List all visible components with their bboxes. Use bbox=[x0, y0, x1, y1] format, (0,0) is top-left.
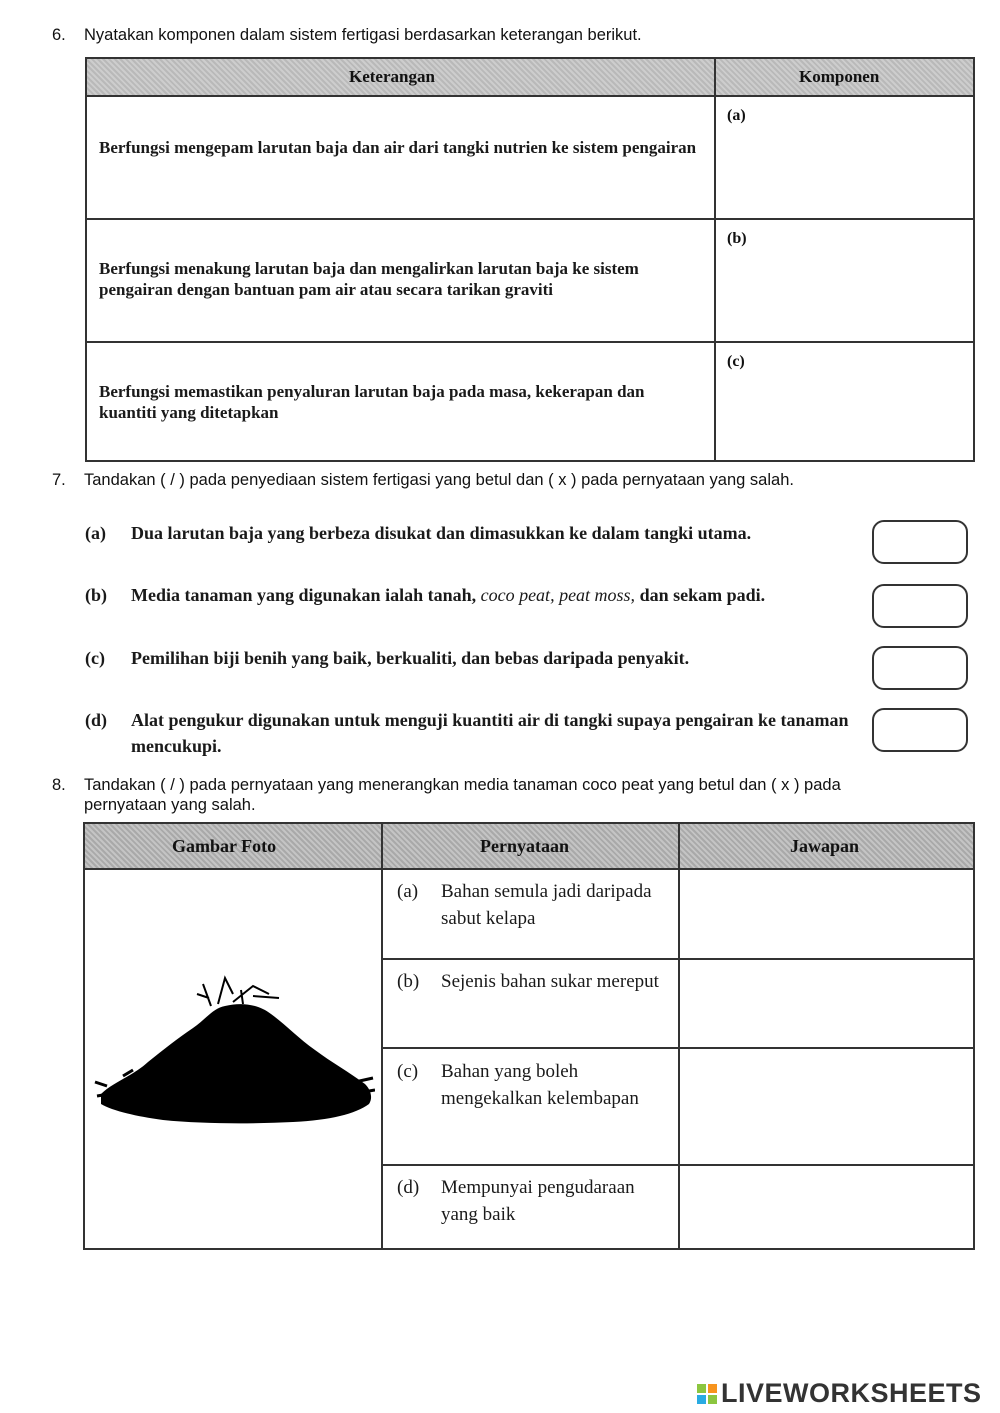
q8-answer-cell-b[interactable] bbox=[681, 960, 973, 1047]
q6-table bbox=[85, 57, 975, 462]
q8-statement-c-letter: (c) bbox=[397, 1061, 419, 1082]
liveworksheets-brand-text: LIVEWORKSHEETS bbox=[721, 1378, 982, 1408]
q8-table-header bbox=[85, 824, 973, 870]
q7-item-b-text-part2: dan sekam padi. bbox=[639, 585, 766, 605]
q8-statement-d-letter: (d) bbox=[397, 1177, 420, 1198]
liveworksheets-logo-icon bbox=[697, 1384, 717, 1404]
q6-row-b-label: (b) bbox=[727, 230, 747, 247]
q6-row-c-label: (c) bbox=[727, 353, 745, 370]
q8-column-divider bbox=[678, 824, 680, 1248]
q8-statement-a-text: Bahan semula jadi daripada sabut kelapa bbox=[441, 881, 652, 929]
q8-number: 8. bbox=[52, 776, 66, 794]
q6-number: 6. bbox=[52, 26, 66, 44]
q7-item-d-letter: (d) bbox=[85, 710, 107, 730]
q7-item-b-letter: (b) bbox=[85, 585, 107, 605]
q8-statement-a-letter: (a) bbox=[397, 881, 419, 902]
q6-text: Nyatakan komponen dalam sistem fertigasi berdasarkan keterangan berikut. bbox=[84, 26, 642, 44]
q7-answer-box-c[interactable] bbox=[872, 646, 968, 690]
q8-prompt-line2: pernyataan yang salah. bbox=[84, 796, 256, 814]
q7-item-b-text-part1: Media tanaman yang digunakan ialah tanah, bbox=[131, 585, 477, 605]
q7-item-b-text-italic: coco peat, peat moss, bbox=[480, 585, 636, 605]
q7-answer-box-d[interactable] bbox=[872, 708, 968, 752]
header-komponen: Komponen bbox=[799, 67, 880, 86]
q6-row-a bbox=[87, 97, 973, 219]
q7-item-b-text bbox=[131, 582, 851, 608]
q6-row-c bbox=[87, 343, 973, 460]
header-keterangan: Keterangan bbox=[349, 67, 435, 86]
q7-answer-box-b[interactable] bbox=[872, 584, 968, 628]
q6-row-c-desc: Berfungsi memastikan penyaluran larutan baja pada masa, kekerapan dan kuantiti yang ditetapkan bbox=[99, 382, 645, 422]
q6-prompt bbox=[52, 26, 642, 45]
q7-item-c-letter: (c) bbox=[85, 648, 105, 668]
q8-prompt bbox=[52, 776, 841, 795]
q8-answer-cell-c[interactable] bbox=[681, 1049, 973, 1164]
q7-answer-box-a[interactable] bbox=[872, 520, 968, 564]
q8-statement-b-text: Sejenis bahan sukar mereput bbox=[441, 971, 659, 992]
q6-row-a-desc: Berfungsi mengepam larutan baja dan air dari tangki nutrien ke sistem pengairan bbox=[99, 138, 697, 157]
q7-item-d-text: Alat pengukur digunakan untuk menguji kuantiti air di tangki supaya pengairan ke tanaman mencukupi. bbox=[131, 710, 849, 756]
q6-row-b bbox=[87, 220, 973, 341]
q6-row-b-desc: Berfungsi menakung larutan baja dan mengalirkan larutan baja ke sistem pengairan dengan bantuan pam air atau secara tarikan graviti bbox=[99, 259, 639, 299]
q8-table bbox=[83, 822, 975, 1250]
q7-item-c-text: Pemilihan biji benih yang baik, berkualiti, dan bebas daripada penyakit. bbox=[131, 648, 690, 668]
q7-prompt bbox=[52, 471, 794, 490]
header-pernyataan: Pernyataan bbox=[480, 836, 569, 856]
q7-item-a-text: Dua larutan baja yang berbeza disukat dan dimasukkan ke dalam tangki utama. bbox=[131, 523, 752, 543]
q6-table-header bbox=[87, 59, 973, 97]
q8-statement-d-text: Mempunyai pengudaraan yang baik bbox=[441, 1177, 635, 1225]
coco-peat-photo bbox=[93, 964, 375, 1164]
q8-text-line1: Tandakan ( / ) pada pernyataan yang menerangkan media tanaman coco peat yang betul dan ( x ) pada bbox=[84, 776, 841, 794]
q7-text: Tandakan ( / ) pada penyediaan sistem fertigasi yang betul dan ( x ) pada pernyataan yang salah. bbox=[84, 471, 794, 489]
header-gambar-foto: Gambar Foto bbox=[172, 836, 277, 856]
q8-statement-b-letter: (b) bbox=[397, 971, 420, 992]
q8-answer-cell-a[interactable] bbox=[681, 870, 973, 958]
q8-answer-cell-d[interactable] bbox=[681, 1166, 973, 1248]
q6-row-a-label: (a) bbox=[727, 107, 746, 124]
q8-column-divider bbox=[381, 824, 383, 1248]
liveworksheets-logo bbox=[697, 1378, 982, 1408]
q7-item-a-letter: (a) bbox=[85, 523, 106, 543]
q8-statement-c-text: Bahan yang boleh mengekalkan kelembapan bbox=[441, 1061, 639, 1109]
header-jawapan: Jawapan bbox=[790, 836, 860, 856]
q7-number: 7. bbox=[52, 471, 66, 489]
